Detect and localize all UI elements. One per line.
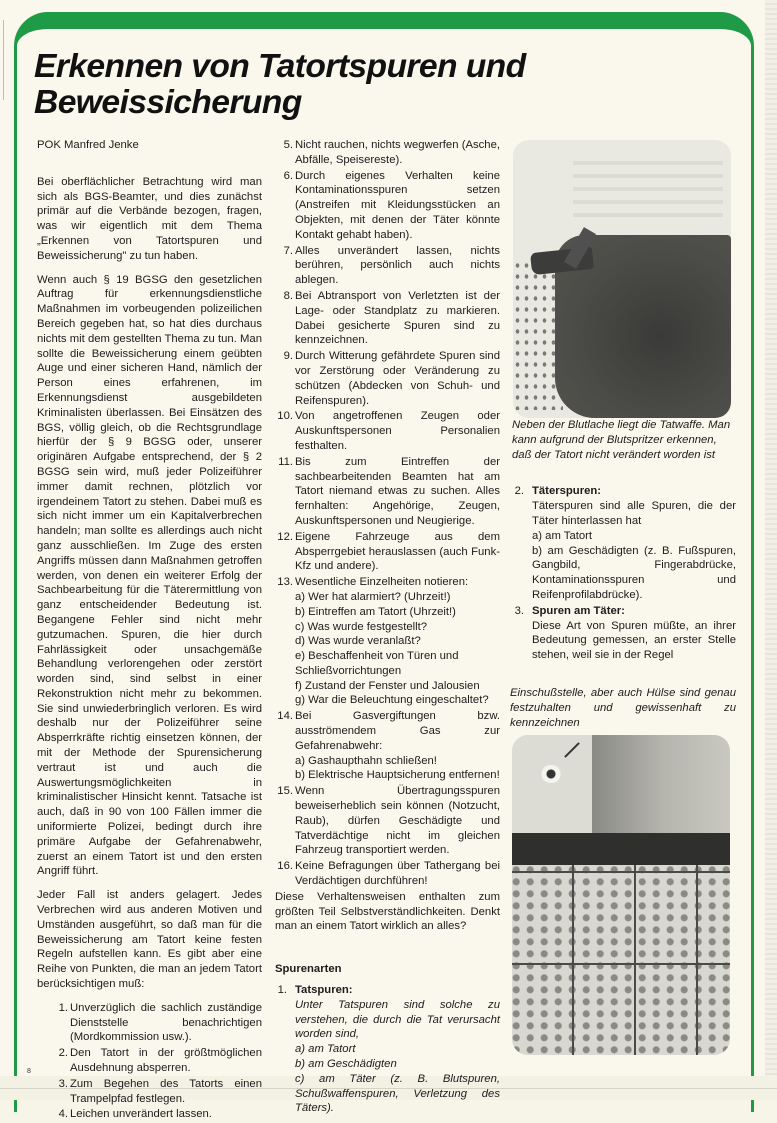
list-item: 3. Zum Begehen des Tatorts einen Trampelpfad festlegen.	[58, 1077, 262, 1105]
column-2	[275, 138, 500, 1117]
list-item: 7. Alles unverändert lassen, nichts berühren, persönlich auch nichts ablegen.	[283, 244, 500, 287]
list-item: 9. Durch Witterung gefährdete Spuren sind vor Zerstörung oder Veränderung zu schützen (Abdecken von Schuh- und Reifenspuren).	[283, 350, 500, 407]
title-line-2: Beweissicherung	[34, 83, 302, 120]
bullet-hole-marker	[540, 765, 562, 783]
sub-item: g) War die Beleuchtung eingeschaltet?	[295, 694, 489, 707]
paragraph-rules: Jeder Fall ist anders gelagert. Jedes Verbrechen wird aus anderen Motiven und Umständen ausgeführt, so daß man für die Beweissicherung am Tatort keine festen Regeln aufstellen kann. Es gibt aber eine Reihe von Punkten, die man an jedem Tatort berücksichtigen muß:	[37, 889, 262, 991]
trace-types-list-continued	[512, 484, 736, 663]
sub-item: d) Was wurde veranlaßt?	[295, 635, 421, 648]
list-item: 1. Unverzüglich die sachlich zuständige Dienststelle benachrichtigen (Mordkommission usw.).	[58, 1001, 262, 1044]
photo-2-caption: Einschußstelle, aber auch Hülse sind genau festzuhalten und gewissenhaft zu kennzeichnen	[510, 687, 736, 729]
photo-blood-pool-weapon	[513, 140, 731, 418]
adjacent-page-edge	[765, 0, 777, 1100]
sub-item: b) Elektrische Hauptsicherung entfernen!	[295, 769, 500, 782]
sub-item: f) Zustand der Fenster und Jalousien	[295, 679, 480, 692]
page-number: 8	[27, 1068, 31, 1075]
checklist-part-2	[275, 138, 500, 889]
checklist-part-1	[37, 1001, 262, 1122]
list-item: 4. Leichen unverändert lassen.	[58, 1108, 212, 1121]
sub-item: e) Beschaffenheit von Türen und Schließvorrichtungen	[295, 650, 459, 677]
paragraph-closing: Diese Verhaltensweisen enthalten zum größten Teil Selbstverständlichkeiten. Denkt man an einem Tatort wirklich an alles?	[275, 890, 500, 933]
trace-type-taeterspuren: 2. Täterspuren: Täterspuren sind alle Spuren, die der Täter hinterlassen hat a) am Tatort b) am Geschädigten (z. B. Fußspuren, Gangbild, Fingerabdrücke, Kontaminationsspuren und Reifenprofilabdrücke).	[514, 485, 736, 601]
list-item: 5. Nicht rauchen, nichts wegwerfen (Asche, Abfälle, Speisereste).	[283, 139, 500, 166]
photo-bullet-hole-corner	[512, 735, 730, 1055]
sub-item: a) Wer hat alarmiert? (Uhrzeit!)	[295, 590, 451, 603]
trace-type-tatspuren: 1. Tatspuren: Unter Tatspuren sind solche zu verstehen, die durch die Tat verursacht worden sind, a) am Tatort b) am Geschädigten c) am Täter (z. B. Blutspuren, Schußwaffenspuren, Verletzung des Täters).	[277, 984, 500, 1115]
author-byline: POK Manfred Jenke	[37, 139, 139, 151]
sub-item: a) Gashaupthahn schließen!	[295, 754, 437, 767]
list-item: 11. Bis zum Eintreffen der sachbearbeitenden Beamten hat am Tatort niemand etwas zu suchen. Alles fernhalten: Angehörige, Zeugen, Auskunftspersonen und Neugierige.	[278, 455, 500, 527]
section-heading-spurenarten: Spurenarten	[275, 963, 342, 976]
list-item: 13. Wesentliche Einzelheiten notieren: a) Wer hat alarmiert? (Uhrzeit!) b) Eintreffen am Tatort (Uhrzeit!) c) Was wurde festgestellt? d) Was wurde veranlaßt? e) Beschaffenheit von Türen und Schließvorrichtungen f) Zustand der Fenster und Jalousien g) War die Beleuchtung eingeschaltet?	[275, 575, 500, 708]
list-item: 6. Durch eigenes Verhalten keine Kontaminationsspuren setzen (Anstreifen mit Kleidungsstücken an Objekten, mit denen der Täter könnte Kontakt gehabt haben).	[283, 169, 500, 241]
list-item: 16. Keine Befragungen über Tathergang bei Verdächtigen durchführen!	[277, 860, 500, 888]
list-item: 10. Von angetroffenen Zeugen oder Auskunftspersonen Personalien festhalten.	[277, 410, 500, 452]
list-item: 2. Den Tatort in der größtmöglichen Ausdehnung absperren.	[58, 1047, 262, 1075]
sub-item: c) Was wurde festgestellt?	[295, 620, 428, 633]
article-title	[34, 48, 748, 120]
list-item: 12. Eigene Fahrzeuge aus dem Absperrgebiet herauslassen (auch Funk-Kfz und andere).	[277, 530, 500, 573]
list-item: 8. Bei Abtransport von Verletzten ist der Lage- oder Standplatz zu markieren. Dabei gesicherte Spuren sind zu kennzeichnen.	[283, 289, 500, 347]
paragraph-intro: Bei oberflächlicher Betrachtung wird man sich als BGS-Beamter, und dies zunächst primär auf die Verbände bezogen, fragen, was wir eigentlich mit dem Thema „Erkennen von Tatortspuren und Beweissicherung" zu tun haben.	[37, 175, 262, 262]
sub-item: b) Eintreffen am Tatort (Uhrzeit!)	[295, 605, 456, 618]
trace-types-list	[275, 983, 500, 1116]
page-edge-mark	[3, 20, 4, 100]
column-1	[37, 138, 262, 1123]
photo-1-caption: Neben der Blutlache liegt die Tatwaffe. Man kann aufgrund der Blutspritzer erkennen, daß der Tatort nicht verändert worden ist	[512, 419, 731, 461]
trace-type-spuren-am-taeter: 3. Spuren am Täter: Diese Art von Spuren müßte, an ihrer Bedeutung gemessen, an erster Stelle stehen, weil sie in der Regel	[514, 604, 736, 662]
column-3	[512, 418, 736, 664]
list-item: 15. Wenn Übertragungsspuren beweiserheblich sein können (Notzucht, Raub), dürfen Geschädigte und Tatverdächtige nicht im gleichen Fahrzeug transportiert werden.	[277, 785, 500, 857]
title-line-1: Erkennen von Tatortspuren und	[34, 47, 526, 84]
paragraph-bgsg: Wenn auch § 19 BGSG den gesetzlichen Auftrag für erkennungsdienstliche Maßnahmen im vorbeugenden polizeilichen Bereich gegeben hat, so hat dies durchaus nichts mit dem gestellten Thema zu tun. Man sollte die Beweissicherung einem geübten Auge und einer sicheren Hand, nämlich der Person eines erfahrenen, im Erkennungsdienst ausgebildeten Kriminalisten überlassen. Bei Einsätzen des BGS, völlig gleich, ob die Rechtsgrundlage hierfür der § 9 BGSG oder, unserer originären Aufgabe entsprechend, der § 2 BGSG sein wird, muß jeder Polizeiführer immer damit rechnen, plötzlich vor irgendeinem Tatort zu stehen. Dabei muß es sich nicht immer um ein Kapitalverbrechen handeln; man sollte es allerdings auch nicht ganz ausschließen. Im Zuge des ersten Angriffs müssen dann Maßnahmen getroffen werden, von denen ein weiterer Erfolg der Sachbearbeitung für die Täterermittlung von ganz entscheidender Bedeutung ist. Begangene Fehler sind nicht mehr gutzumachen. Spuren, die hier durch Fahrlässigkeit oder unsachgemäße Behandlung verlorengehen oder zerstört worden sind, sind selbst in einer Rekonstruktion nicht mehr zu bekommen. Sie sind unwiederbringlich verloren. Es wird deshalb nur der Polizeiführer seine Absperrkräfte richtig einsetzen können, der mit der Methode der Spurensicherung vertraut ist und auch die Auswertungsmöglichkeiten in kriminalistischer Hinsicht kennt. Tatsache ist auch, daß in 90 von 100 Fällen immer die uniformierte Polizei, bedingt durch ihre primäre Aufgabe der Gefahrenabwehr, zuerst an einem Tatort ist und den ersten Angriff führt.	[37, 273, 262, 878]
list-item: 14. Bei Gasvergiftungen bzw. ausströmendem Gas zur Gefahrenabwehr: a) Gashaupthahn schließen! b) Elektrische Hauptsicherung entfernen!	[277, 710, 500, 782]
